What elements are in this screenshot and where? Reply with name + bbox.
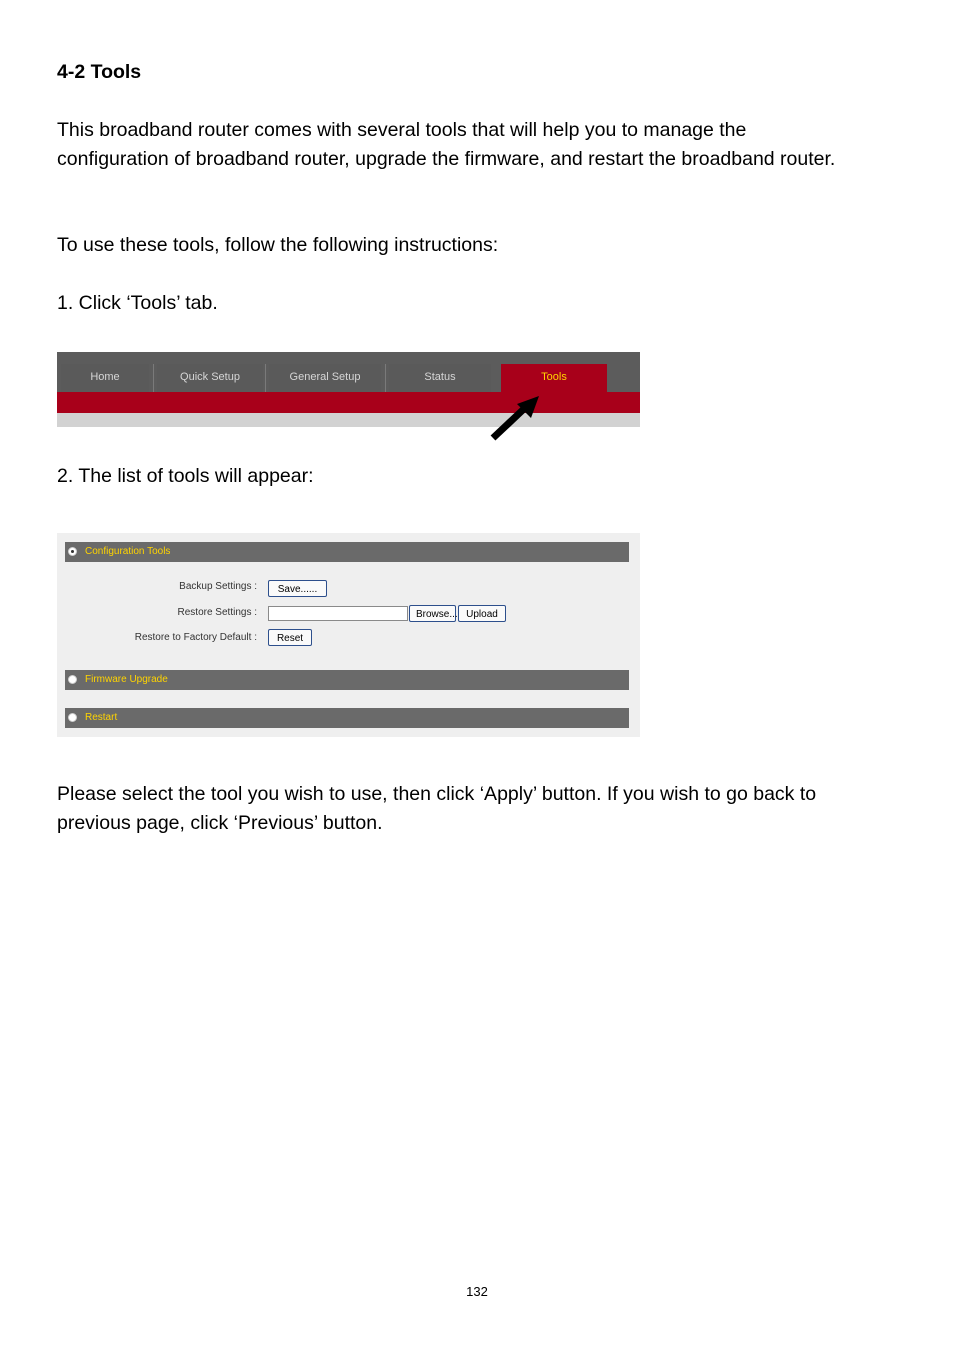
section-heading: 4-2 Tools — [57, 61, 142, 83]
tab-general-setup[interactable]: General Setup — [269, 364, 381, 392]
step-1-text: 1. Click ‘Tools’ tab. — [57, 292, 218, 314]
restart-title: Restart — [85, 712, 118, 723]
tools-panel-screenshot — [57, 533, 640, 737]
tab-separator — [265, 364, 266, 392]
tab-separator — [153, 364, 154, 392]
nav-subbar — [57, 392, 640, 413]
backup-settings-label: Backup Settings : — [179, 581, 257, 592]
restart-radio[interactable] — [68, 713, 77, 722]
save-button[interactable]: Save...... — [268, 580, 327, 597]
instructions-paragraph: To use these tools, follow the following instructions: — [57, 234, 499, 256]
config-tools-radio[interactable] — [68, 547, 77, 556]
tab-quick-setup[interactable]: Quick Setup — [157, 364, 263, 392]
config-tools-title: Configuration Tools — [85, 546, 171, 557]
browse-button[interactable]: Browse... — [409, 605, 456, 622]
nav-bottom-strip — [57, 413, 640, 427]
firmware-upgrade-radio[interactable] — [68, 675, 77, 684]
reset-button[interactable]: Reset — [268, 629, 312, 646]
tab-tools[interactable]: Tools — [501, 364, 607, 392]
nav-screenshot — [57, 352, 640, 427]
tab-status[interactable]: Status — [389, 364, 491, 392]
tab-home[interactable]: Home — [61, 364, 149, 392]
tab-separator — [385, 364, 386, 392]
factory-default-label: Restore to Factory Default : — [134, 632, 257, 643]
restart-bar[interactable] — [65, 708, 629, 728]
restore-file-input[interactable] — [268, 606, 408, 621]
closing-paragraph: Please select the tool you wish to use, then click ‘Apply’ button. If you wish to go back to previous page, click ‘Previous’ button. — [57, 783, 817, 834]
intro-paragraph: This broadband router comes with several tools that will help you to manage the configuration of broadband router, upgrade the firmware, and restart the broadband router. — [57, 119, 836, 170]
firmware-upgrade-title: Firmware Upgrade — [85, 674, 168, 685]
page-number: 132 — [466, 1284, 488, 1299]
firmware-upgrade-bar[interactable] — [65, 670, 629, 690]
step-2-text: 2. The list of tools will appear: — [57, 465, 314, 487]
config-tools-bar[interactable] — [65, 542, 629, 562]
upload-button[interactable]: Upload — [458, 605, 506, 622]
restore-settings-label: Restore Settings : — [177, 607, 257, 618]
pointer-arrow-icon — [487, 392, 547, 444]
